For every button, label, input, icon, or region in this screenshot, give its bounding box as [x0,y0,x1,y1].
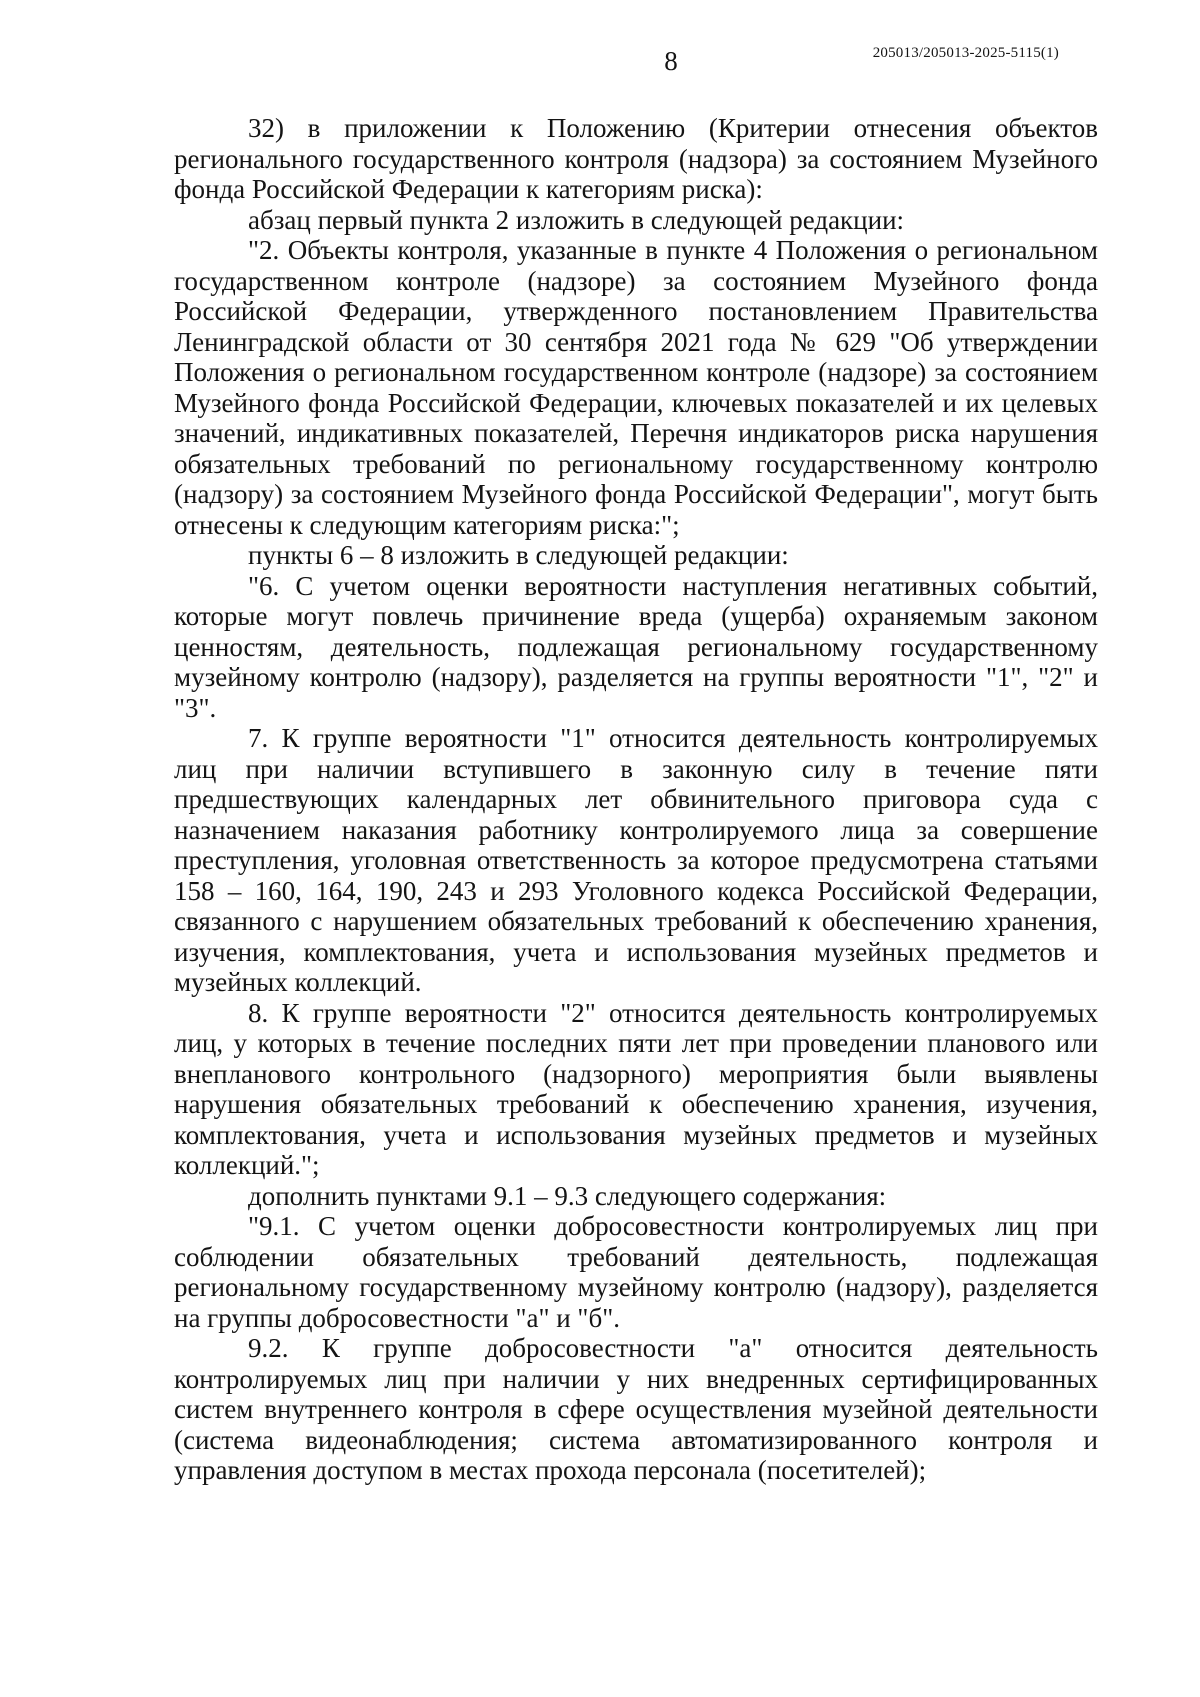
paragraph-point-6: "6. С учетом оценки вероятности наступления негативных событий, которые могут повлечь причинение вреда (ущерба) охраняемым законом ценностям, деятельность, подлежащая региональному государственному музейному контролю (надзору), разделяется на группы вероятности "1", "2" и "3". [174,570,1098,723]
paragraph-point-7: 7. К группе вероятности "1" относится деятельность контролируемых лиц при наличии вступившего в законную силу в течение пяти предшествующих календарных лет обвинительного приговора суда с назначением наказания работнику контролируемого лица за совершение преступления, уголовная ответственность за которое предусмотрена статьями 158 – 160, 164, 190, 243 и 293 Уголовного кодекса Российской Федерации, связанного с нарушением обязательных требований к обеспечению хранения, изучения, комплектования, учета и использования музейных предметов и музейных коллекций. [174,723,1098,997]
document-body [174,113,1098,1486]
paragraph-instruction-point-2: абзац первый пункта 2 изложить в следующей редакции: [248,204,905,235]
page-number: 8 [664,46,678,76]
document-id: 205013/205013-2025-5115(1) [872,45,1059,61]
paragraph-point-9-1: "9.1. С учетом оценки добросовестности контролируемых лиц при соблюдении обязательных требований деятельность, подлежащая региональному государственному музейному контролю (надзору), разделяется на группы добросовестности "а" и "б". [174,1211,1098,1333]
paragraph-point-2: "2. Объекты контроля, указанные в пункте 4 Положения о региональном государственном контроле (надзоре) за состоянием Музейного фонда Российской Федерации, утвержденного постановлением Правительства Ленинградской области от 30 сентября 2021 года № 629 "Об утверждении Положения о региональном государственном контроле (надзоре) за состоянием Музейного фонда Российской Федерации, ключевых показателей и их целевых значений, индикативных показателей, Перечня индикаторов риска нарушения обязательных требований по региональному государственному контролю (надзору) за состоянием Музейного фонда Российской Федерации", могут быть отнесены к следующим категориям риска:"; [174,235,1098,540]
paragraph-point-9-2: 9.2. К группе добросовестности "а" относится деятельность контролируемых лиц при наличии у них внедренных сертифицированных систем внутреннего контроля в сфере осуществления музейной деятельности (система видеонаблюдения; система автоматизированного контроля и управления доступом в местах прохода персонала (посетителей); [174,1333,1098,1485]
paragraph-instruction-points-9-1-9-3: дополнить пунктами 9.1 – 9.3 следующего содержания: [248,1180,887,1211]
paragraph-item-32: 32) в приложении к Положению (Критерии отнесения объектов регионального государственного контроля (надзора) за состоянием Музейного фонда Российской Федерации к категориям риска): [174,113,1098,204]
paragraph-instruction-points-6-8: пункты 6 – 8 изложить в следующей редакции: [248,540,789,570]
paragraph-point-8: 8. К группе вероятности "2" относится деятельность контролируемых лиц, у которых в течение последних пяти лет при проведении планового или внепланового контрольного (надзорного) мероприятия были выявлены нарушения обязательных требований к обеспечению хранения, изучения, комплектования, учета и использования музейных предметов и музейных коллекций."; [174,997,1098,1180]
